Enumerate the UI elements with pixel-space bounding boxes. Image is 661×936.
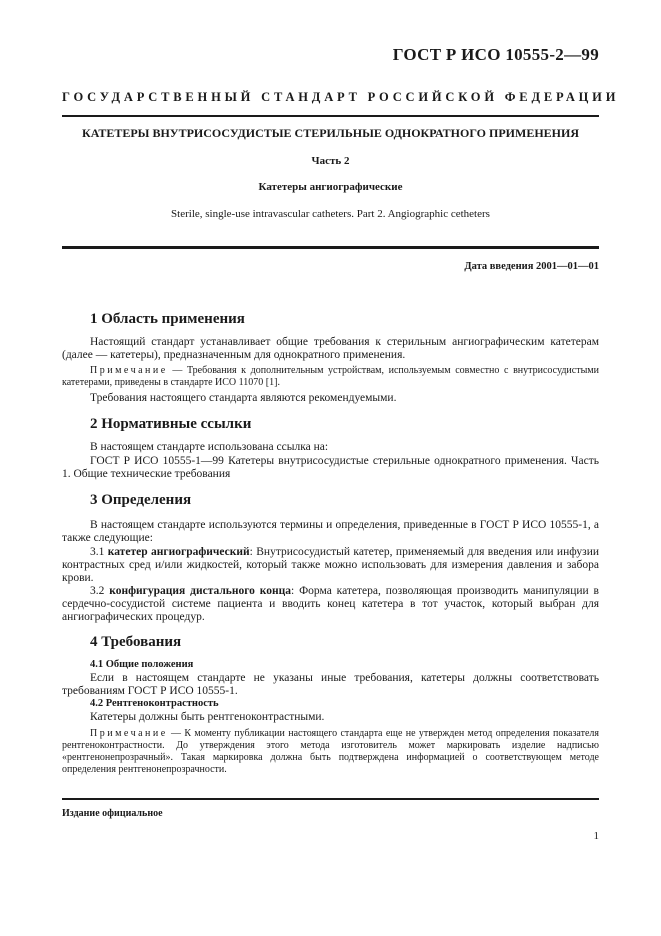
- official-edition-label: Издание официальное: [62, 808, 163, 819]
- section-1-heading: 1 Область применения: [90, 311, 245, 327]
- subsection-4-1-heading: 4.1 Общие положения: [90, 659, 194, 670]
- section-4-heading: 4 Требования: [90, 634, 182, 650]
- section-1-note: [62, 365, 599, 389]
- english-title: Sterile, single-use intravascular catheters. Part 2. Angiographic cetheters: [171, 208, 490, 220]
- note-text: — К моменту публикации настоящего стандарта еще не утвержден метод определения показателя рентгеноконтрастности. До утверждения этого метода изготовитель может маркировать изделие надписью «рентгенонепрозрачный». Такая маркировка должна быть подтверждена информацией о соответствующем методе определения рентгенонепрозрачности.: [62, 728, 599, 775]
- note-label: Примечание: [90, 365, 168, 376]
- definition-text: : Внутрисосудистый катетер, применяемый для введения или инфузии контрастных сред и/или жидкостей, который также можно использовать для измерения давления и забора крови.: [62, 546, 599, 584]
- section-1-text: Настоящий стандарт устанавливает общие требования к стерильным ангиографическим катетерам (далее — катетеры), предназначенным для однократного применения.: [62, 336, 599, 361]
- definition-term: конфигурация дистального конца: [109, 585, 292, 597]
- document-code: ГОСТ Р ИСО 10555-2—99: [392, 45, 599, 64]
- section-1-paragraph: [62, 336, 599, 362]
- subtitle: Катетеры ангиографические: [258, 181, 403, 193]
- page-number: 1: [593, 830, 599, 842]
- section-1-text-2: Требования настоящего стандарта являются рекомендуемыми.: [90, 392, 397, 404]
- subsection-4-1-text: Если в настоящем стандарте не указаны иные требования, катетеры должны соответствовать требованиям ГОСТ Р ИСО 10555-1.: [62, 672, 599, 697]
- definition-3-2: [62, 585, 599, 624]
- top-divider: [62, 115, 599, 117]
- section-3-heading: 3 Определения: [90, 492, 192, 508]
- part-label: Часть 2: [311, 155, 350, 167]
- section-3-paragraph: [62, 519, 599, 545]
- subsection-4-2-paragraph: [62, 711, 599, 724]
- header-divider: [62, 246, 599, 249]
- definition-term: катетер ангиографический: [107, 546, 250, 558]
- section-1-paragraph-2: [62, 392, 599, 405]
- subsection-4-2-text: Катетеры должны быть рентгеноконтрастными.: [90, 711, 325, 723]
- section-2-ref-text: ГОСТ Р ИСО 10555-1—99 Катетеры внутрисосудистые стерильные однократного применения. Часть 1. Общие технические требования: [62, 455, 599, 480]
- subsection-4-1-paragraph: [62, 672, 599, 698]
- subsection-4-2-heading: 4.2 Рентгеноконтрастность: [90, 698, 219, 709]
- section-2-paragraph: [62, 441, 599, 454]
- section-2-text: В настоящем стандарте использована ссылка на:: [90, 441, 329, 453]
- footer-divider: [62, 798, 599, 800]
- main-title: КАТЕТЕРЫ ВНУТРИСОСУДИСТЫЕ СТЕРИЛЬНЫЕ ОДНОКРАТНОГО ПРИМЕНЕНИЯ: [82, 126, 579, 140]
- section-4-note: [62, 728, 599, 776]
- section-2-heading: 2 Нормативные ссылки: [90, 416, 252, 432]
- section-3-text: В настоящем стандарте используются термины и определения, приведенные в ГОСТ Р ИСО 10555-1, а также следующие:: [62, 519, 599, 544]
- standard-title: ГОСУДАРСТВЕННЫЙ СТАНДАРТ РОССИЙСКОЙ ФЕДЕРАЦИИ: [62, 90, 620, 104]
- definition-3-1: [62, 546, 599, 585]
- note-text: — Требования к дополнительным устройствам, используемым совместно с внутрисосудистыми катетерами, приведены в стандарте ИСО 11070 [1].: [62, 365, 599, 388]
- section-2-reference: [62, 455, 599, 481]
- definition-number: 3.2: [90, 585, 110, 597]
- intro-date: Дата введения 2001—01—01: [464, 261, 599, 272]
- definition-text: : Форма катетера, позволяющая производить манипуляции в сердечно-сосудистой системе пациента и вводить конец катетера в тот участок, который выбран для ангиографических процедур.: [62, 585, 599, 623]
- definition-number: 3.1: [90, 546, 108, 558]
- note-label: Примечание: [90, 728, 168, 739]
